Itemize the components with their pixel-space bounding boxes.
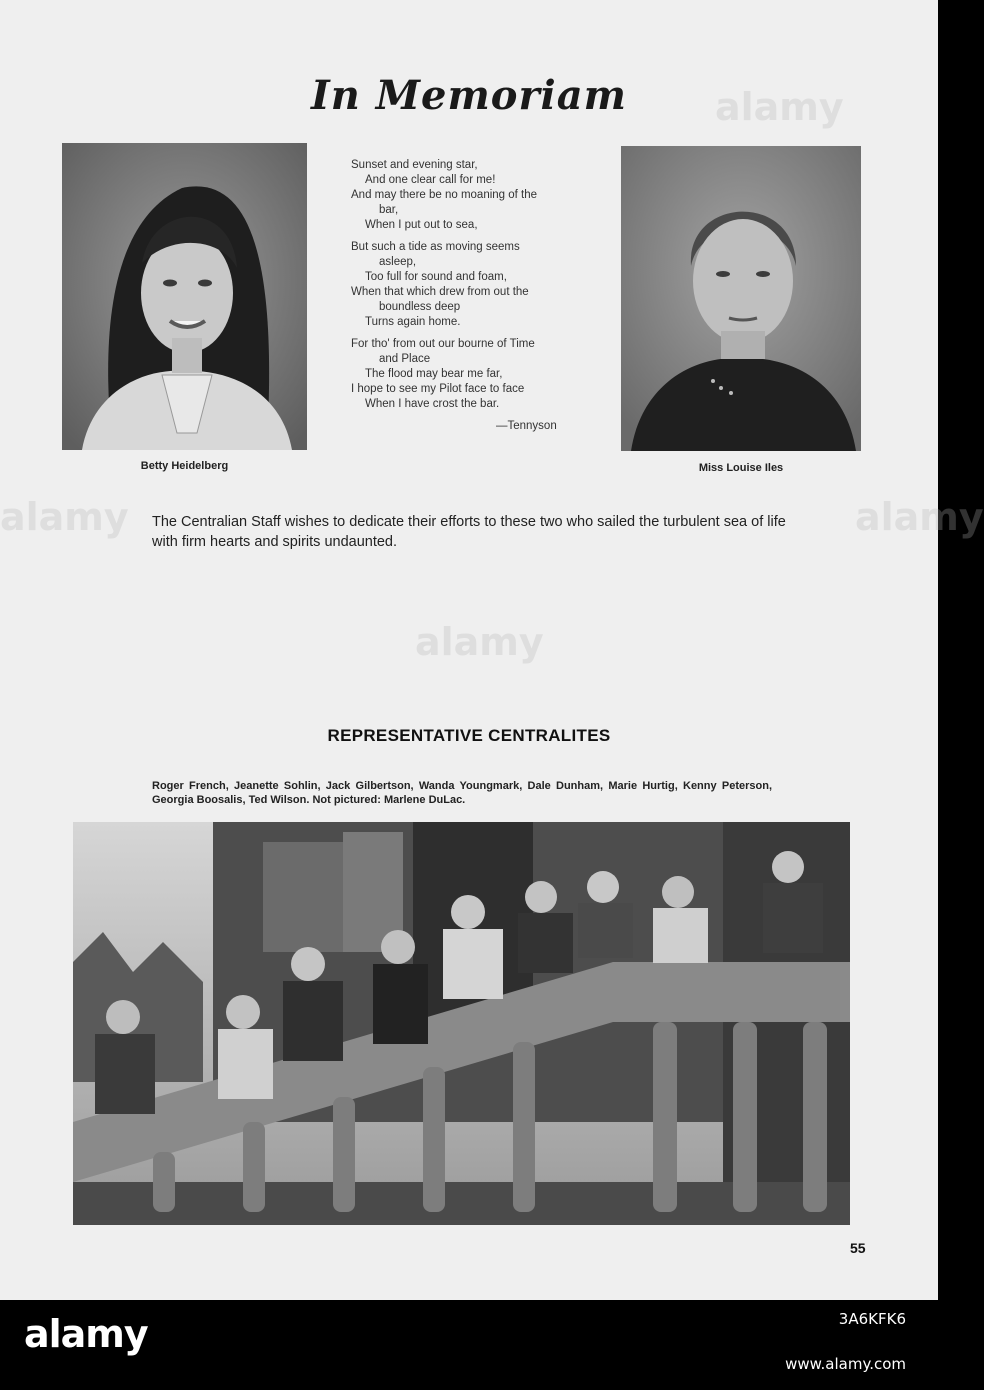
poem-stanza <box>351 158 581 233</box>
group-photo <box>73 822 850 1225</box>
portrait-caption-louise: Miss Louise Iles <box>698 462 784 474</box>
watermark-text: alamy <box>415 620 544 664</box>
poem-line: bar, <box>379 204 399 216</box>
poem-line: The flood may bear me far, <box>365 368 503 380</box>
page-title: In Memoriam <box>311 72 627 119</box>
representatives-names: Roger French, Jeanette Sohlin, Jack Gilbertson, Wanda Youngmark, Dale Dunham, Marie Hurtig, Kenny Peterson, Georgia Boosalis, Ted Wilson. Not pictured: Marlene DuLac. <box>152 780 772 806</box>
site-url: www.alamy.com <box>785 1355 906 1373</box>
poem-line: and Place <box>379 353 431 365</box>
poem-line: For tho' from out our bourne of Time <box>351 338 535 350</box>
watermark-text: alamy <box>855 495 984 539</box>
image-id: 3A6KFK6 <box>838 1310 906 1328</box>
alamy-logo: alamy <box>24 1312 148 1356</box>
poem-line: Turns again home. <box>365 316 461 328</box>
poem-line: But such a tide as moving seems <box>351 241 520 253</box>
watermark-text: alamy <box>0 495 129 539</box>
portrait-photo-louise <box>621 146 861 451</box>
poem <box>351 158 581 434</box>
poem-line: I hope to see my Pilot face to face <box>351 383 525 395</box>
poem-line: Sunset and evening star, <box>351 159 478 171</box>
poem-stanza <box>351 240 581 330</box>
poem-line: When that which drew from out the <box>351 286 529 298</box>
page-number: 55 <box>850 1240 866 1256</box>
watermark-text: alamy <box>715 85 844 129</box>
section-heading: REPRESENTATIVE CENTRALITES <box>327 726 611 745</box>
dedication-text: The Centralian Staff wishes to dedicate their efforts to these two who sailed the turbulent sea of life with firm hearts and spirits undaunted. <box>152 514 786 550</box>
poem-line: Too full for sound and foam, <box>365 271 507 283</box>
portrait-photo-betty <box>62 143 307 450</box>
poem-line: And may there be no moaning of the <box>351 189 538 201</box>
poem-line: boundless deep <box>379 301 461 313</box>
poem-line: When I have crost the bar. <box>365 398 500 410</box>
poem-stanza <box>351 337 581 412</box>
poem-line: When I put out to sea, <box>365 219 478 231</box>
poem-attribution: —Tennyson <box>496 420 557 432</box>
poem-line: asleep, <box>379 256 417 268</box>
poem-line: And one clear call for me! <box>365 174 496 186</box>
portrait-caption-betty: Betty Heidelberg <box>140 460 229 472</box>
